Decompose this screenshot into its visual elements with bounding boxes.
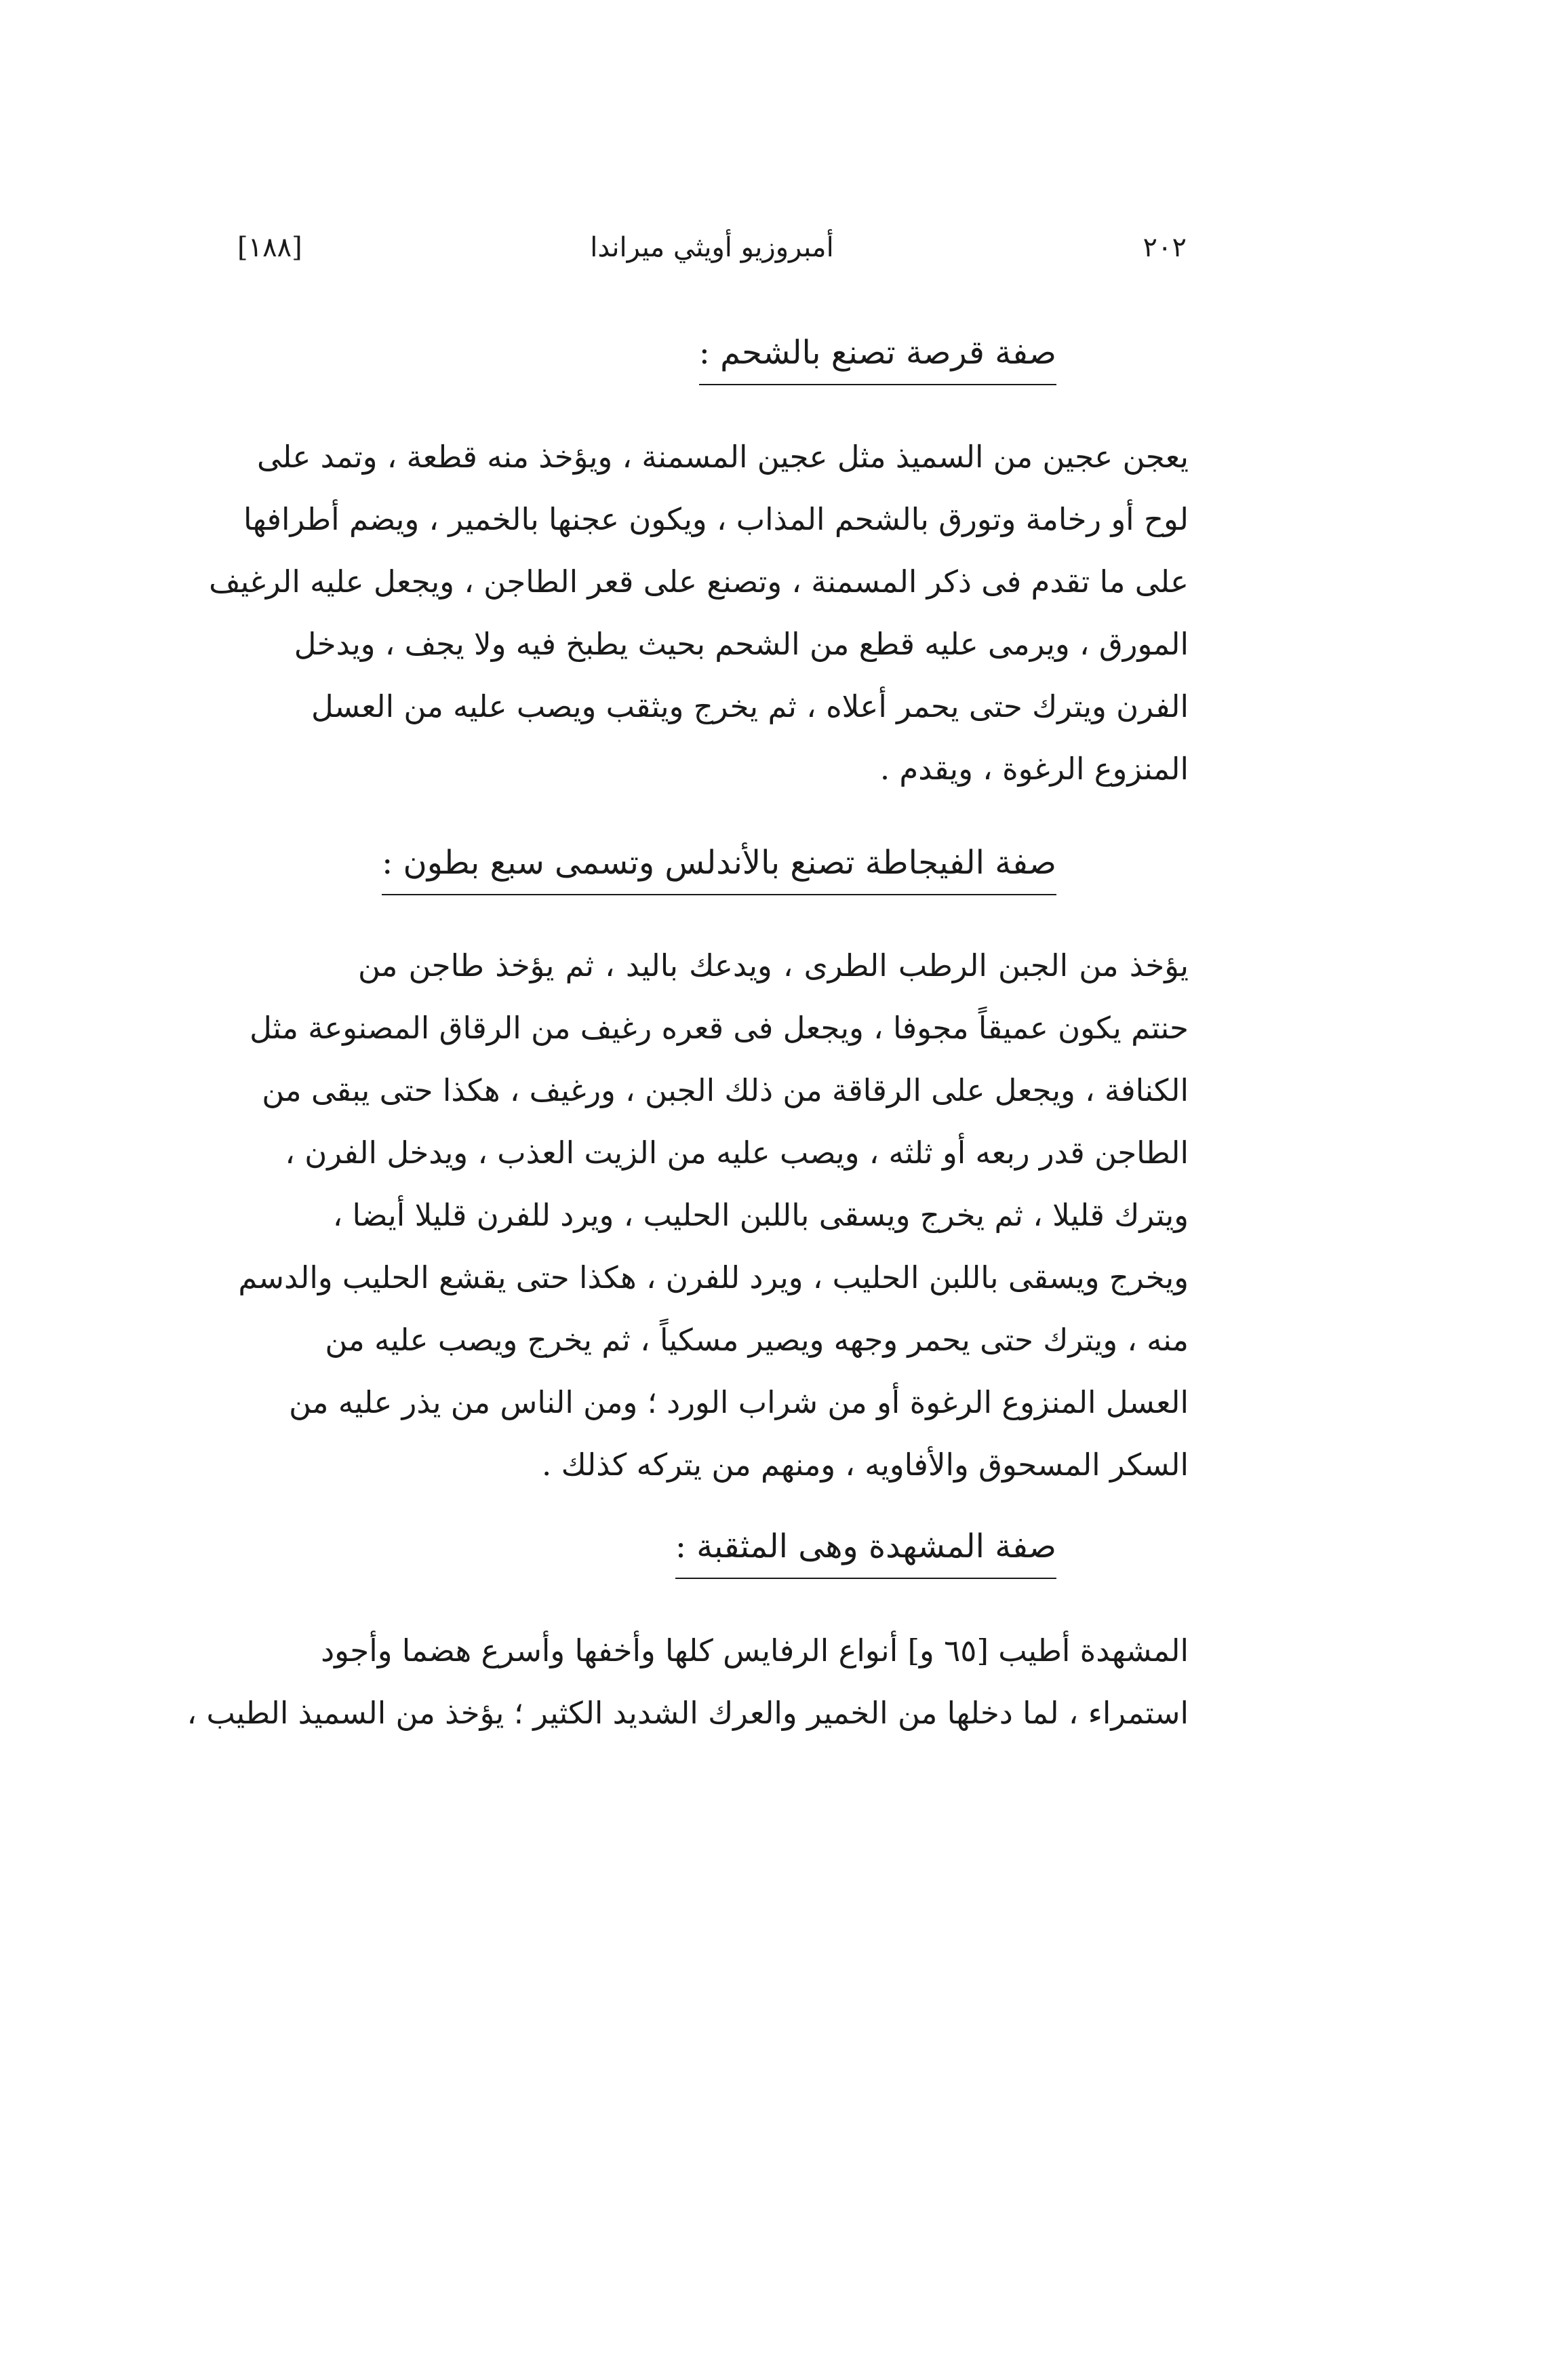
paragraph-fijata: [238, 935, 1189, 1496]
text-line: استمراء ، لما دخلها من الخمير والعرك الشديد الكثير ؛ يؤخذ من السميذ الطيب ،: [186, 1695, 1189, 1731]
section-title-qursa: صفة قرصة تصنع بالشحم :: [699, 326, 1056, 385]
text-line: الفرن ويترك حتى يحمر أعلاه ، ثم يخرج ويثقب ويصب عليه من العسل: [311, 688, 1189, 724]
text-line: يؤخذ من الجبن الرطب الطرى ، ويدعك باليد ، ثم يؤخذ طاجن من: [358, 948, 1189, 983]
bracketed-page-number: [١٨٨]: [237, 232, 302, 263]
text-line: الطاجن قدر ربعه أو ثلثه ، ويصب عليه من الزيت العذب ، ويدخل الفرن ،: [285, 1135, 1189, 1171]
text-line: حنتم يكون عميقاً مجوفا ، ويجعل فى قعره رغيف من الرقاق المصنوعة مثل: [250, 1010, 1189, 1046]
text-line: السكر المسحوق والأفاويه ، ومنهم من يتركه كذلك .: [541, 1447, 1189, 1483]
running-title: أمبروزيو أويثي ميراندا: [590, 232, 834, 263]
text-line: ويترك قليلا ، ثم يخرج ويسقى باللبن الحليب ، ويرد للفرن قليلا أيضا ،: [332, 1197, 1189, 1233]
text-line: على ما تقدم فى ذكر المسمنة ، وتصنع على قعر الطاجن ، ويجعل عليه الرغيف: [209, 564, 1189, 600]
paragraph-mushahada: [186, 1620, 1189, 1744]
text-line: لوح أو رخامة وتورق بالشحم المذاب ، ويكون عجنها بالخمير ، ويضم أطرافها: [243, 501, 1189, 537]
running-header: [237, 224, 1187, 271]
page-number: ٢٠٢: [1143, 232, 1187, 263]
text-line: يعجن عجين من السميذ مثل عجين المسمنة ، ويؤخذ منه قطعة ، وتمد على: [257, 439, 1189, 475]
text-line: المورق ، ويرمى عليه قطع من الشحم بحيث يطبخ فيه ولا يجف ، ويدخل: [294, 626, 1189, 662]
text-line: ويخرج ويسقى باللبن الحليب ، ويرد للفرن ، هكذا حتى يقشع الحليب والدسم: [238, 1260, 1189, 1295]
section-title-fijata: صفة الفيجاطة تصنع بالأندلس وتسمى سبع بطون :: [382, 836, 1056, 895]
text-line: المنزوع الرغوة ، ويقدم .: [879, 751, 1189, 787]
text-line: المشهدة أطيب [٦٥ و] أنواع الرفايس كلها وأخفها وأسرع هضما وأجود: [321, 1633, 1189, 1669]
text-line: الكنافة ، ويجعل على الرقاقة من ذلك الجبن ، ورغيف ، هكذا حتى يبقى من: [262, 1072, 1189, 1108]
paragraph-qursa: [209, 426, 1189, 800]
section-title-mushahada: صفة المشهدة وهى المثقبة :: [675, 1519, 1056, 1579]
text-line: العسل المنزوع الرغوة أو من شراب الورد ؛ ومن الناس من يذر عليه من: [289, 1384, 1189, 1420]
text-line: منه ، ويترك حتى يحمر وجهه ويصير مسكياً ، ثم يخرج ويصب عليه من: [325, 1322, 1189, 1358]
